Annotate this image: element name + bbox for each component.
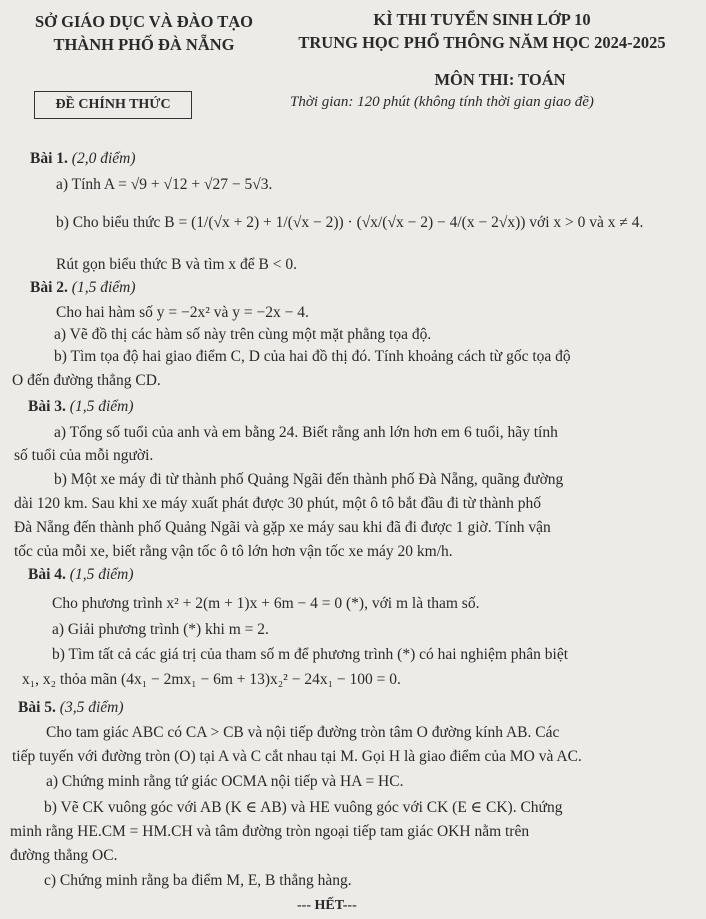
problem-2-a: a) Vẽ đồ thị các hàm số này trên cùng một mặt phẳng tọa độ. [54,326,432,343]
problem-3-b-line-4: tốc của mỗi xe, biết rằng vận tốc ô tô lớn hơn vận tốc xe máy 20 km/h. [14,543,453,560]
problem-5-title: Bài 5. [18,699,56,716]
problem-2-heading [30,279,135,297]
problem-1-points: (2,0 điểm) [71,150,136,167]
problem-3-title: Bài 3. [28,398,66,415]
problem-1-b: b) Cho biểu thức B = (1/(√x + 2) + 1/(√x − 2)) · (√x/(√x − 2) − 4/(x − 2√x)) với x > 0 và x ≠ 4. [56,214,644,231]
time-note: Thời gian: 120 phút (không tính thời gian giao đề) [290,94,594,110]
end-marker: --- HẾT--- [297,898,357,913]
subject-title: MÔN THI: TOÁN [434,70,566,89]
problem-4-heading [28,566,133,584]
problem-4-a: a) Giải phương trình (*) khi m = 2. [52,621,269,638]
problem-1-title: Bài 1. [30,150,68,167]
department-line-2: THÀNH PHỐ ĐÀ NẴNG [53,35,235,54]
exam-header [272,8,692,54]
problem-4-b-line-2: x₁, x₂ thỏa mãn (4x₁ − 2mx₁ − 6m + 13)x₂² − 24x₁ − 100 = 0. [22,671,401,688]
problem-5-heading [18,699,123,717]
problem-2-title: Bài 2. [30,279,68,296]
problem-3-points: (1,5 điểm) [69,398,134,415]
problem-2-b-line-1: b) Tìm tọa độ hai giao điểm C, D của hai đồ thị đó. Tính khoảng cách từ gốc tọa độ [54,348,571,365]
problem-5-c: c) Chứng minh rằng ba điểm M, E, B thẳng hàng. [44,872,352,889]
exam-title-line-2: TRUNG HỌC PHỔ THÔNG NĂM HỌC 2024-2025 [298,33,666,52]
problem-4-intro: Cho phương trình x² + 2(m + 1)x + 6m − 4 = 0 (*), với m là tham số. [52,595,480,612]
exam-title-line-1: KÌ THI TUYỂN SINH LỚP 10 [373,10,591,29]
department-line-1: SỞ GIÁO DỤC VÀ ĐÀO TẠO [34,12,254,31]
problem-5-a: a) Chứng minh rằng tứ giác OCMA nội tiếp và HA = HC. [46,773,404,790]
problem-3-b-line-1: b) Một xe máy đi từ thành phố Quảng Ngãi đến thành phố Đà Nẵng, quãng đường [54,471,564,488]
problem-5-intro-line-2: tiếp tuyến với đường tròn (O) tại A và C cắt nhau tại M. Gọi H là giao điểm của MO và AC. [12,748,582,765]
problem-1-heading [30,150,135,168]
problem-3-heading [28,398,133,416]
problem-4-title: Bài 4. [28,566,66,583]
problem-5-b-line-1: b) Vẽ CK vuông góc với AB (K ∈ AB) và HE vuông góc với CK (E ∈ CK). Chứng [44,799,563,816]
problem-4-b-line-1: b) Tìm tất cả các giá trị của tham số m để phương trình (*) có hai nghiệm phân biệt [52,646,569,663]
problem-2-b-line-2: O đến đường thẳng CD. [12,372,161,389]
problem-5-intro-line-1: Cho tam giác ABC có CA > CB và nội tiếp đường tròn tâm O đường kính AB. Các [46,724,560,741]
problem-3-a-line-2: số tuổi của mỗi người. [14,447,154,464]
problem-2-points: (1,5 điểm) [71,279,136,296]
official-label-box: ĐỀ CHÍNH THỨC [34,91,192,119]
problem-5-b-line-2: minh rằng HE.CM = HM.CH và tâm đường tròn ngoại tiếp tam giác OKH nằm trên [10,823,530,840]
problem-3-b-line-2: dài 120 km. Sau khi xe máy xuất phát được 30 phút, một ô tô bắt đầu đi từ thành phố [14,495,541,512]
problem-1-b-task: Rút gọn biểu thức B và tìm x để B < 0. [56,256,298,273]
problem-5-b-line-3: đường thẳng OC. [10,847,118,864]
department-header [14,10,274,56]
problem-4-points: (1,5 điểm) [69,566,134,583]
problem-5-points: (3,5 điểm) [59,699,124,716]
problem-3-a-line-1: a) Tổng số tuổi của anh và em bằng 24. Biết rằng anh lớn hơn em 6 tuổi, hãy tính [54,424,558,441]
problem-1-a: a) Tính A = √9 + √12 + √27 − 5√3. [56,176,273,193]
problem-3-b-line-3: Đà Nẵng đến thành phố Quảng Ngãi và gặp xe máy sau khi đã đi được 1 giờ. Tính vận [14,519,551,536]
problem-2-intro: Cho hai hàm số y = −2x² và y = −2x − 4. [56,304,309,321]
